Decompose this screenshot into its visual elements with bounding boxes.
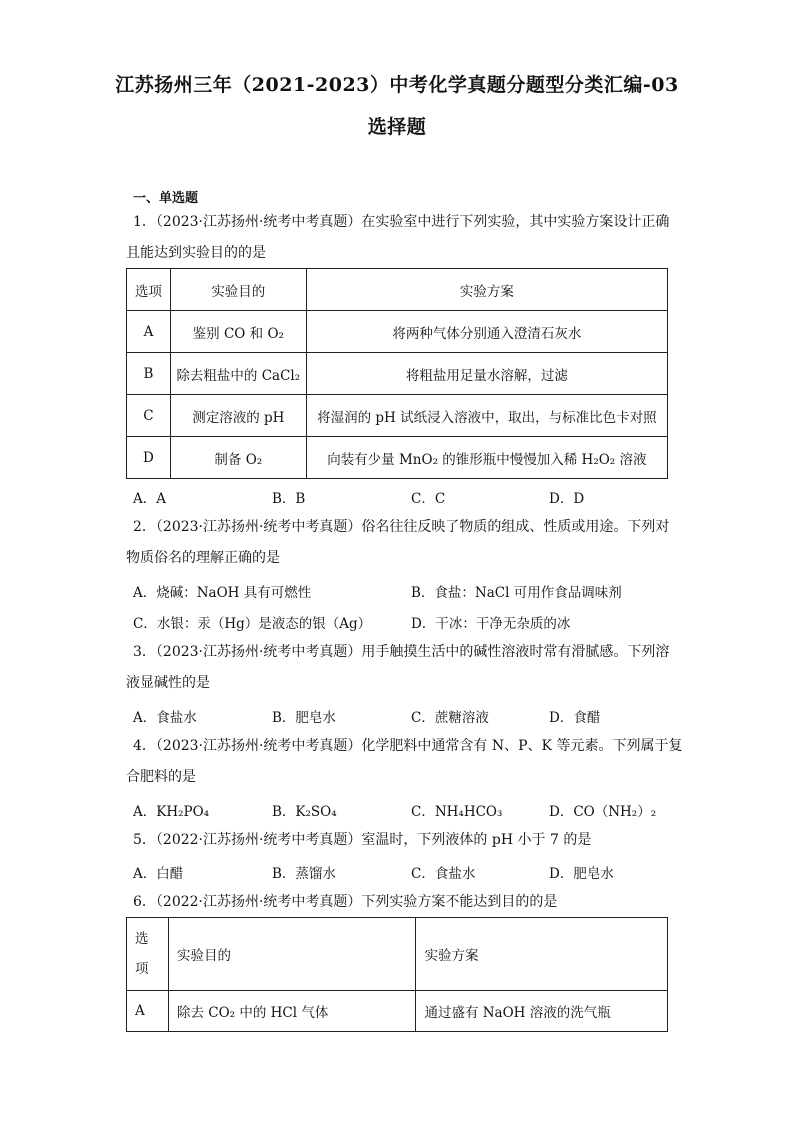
question-1-line-2: 且能达到实验目的的是 [126,245,266,261]
row-plan: 将两种气体分别通入澄清石灰水 [306,311,667,353]
header-purpose: 实验目的 [170,269,306,311]
row-plan: 向装有少量 MnO₂ 的锥形瓶中慢慢加入稀 H₂O₂ 溶液 [306,437,667,479]
q5-choice-b: B．蒸馏水 [272,866,336,882]
row-purpose: 测定溶液的 pH [170,395,306,437]
table-row [127,991,668,1032]
table-header-row [127,269,668,311]
table-row [127,395,668,437]
question-2-line-2: 物质俗名的理解正确的是 [126,550,280,566]
row-option: C [127,395,171,437]
title-line-1: 江苏扬州三年（2021-2023）中考化学真题分题型分类汇编-03 [115,74,679,96]
question-2-line-1: 2．（2023·江苏扬州·统考中考真题）俗名往往反映了物质的组成、性质或用途。下列对 [133,519,670,535]
row-plan: 通过盛有 NaOH 溶液的洗气瓶 [416,991,668,1032]
question-6-line-1: 6．（2022·江苏扬州·统考中考真题）下列实验方案不能达到目的的是 [133,894,558,910]
q2-choice-c: C．水银：汞（Hg）是液态的银（Ag） [133,616,372,632]
q3-choice-b: B．肥皂水 [272,710,336,726]
q3-choice-c: C．蔗糖溶液 [411,710,489,726]
q5-choice-a: A．白醋 [133,866,184,882]
header-plan: 实验方案 [306,269,667,311]
row-purpose: 除去 CO₂ 中的 HCl 气体 [168,991,415,1032]
q5-choice-c: C．食盐水 [411,866,476,882]
q1-choice-d: D．D [549,491,585,507]
q3-choice-d: D．食醋 [549,710,601,726]
row-option: B [127,353,171,395]
q4-choice-c: C．NH₄HCO₃ [411,804,503,820]
q1-choice-a: A．A [133,491,166,507]
question-6-table [126,917,668,1032]
row-purpose: 制备 O₂ [170,437,306,479]
row-option: A [127,991,169,1032]
row-plan: 将粗盐用足量水溶解，过滤 [306,353,667,395]
table-row [127,311,668,353]
table-row [127,437,668,479]
title-line-2: 选择题 [367,116,427,138]
q4-choice-a: A．KH₂PO₄ [133,804,210,820]
table-row [127,353,668,395]
question-5-line-1: 5．（2022·江苏扬州·统考中考真题）室温时，下列液体的 pH 小于 7 的是 [133,832,592,848]
header-option: 选项 [127,269,171,311]
question-1-table [126,268,668,479]
question-3-line-1: 3．（2023·江苏扬州·统考中考真题）用手触摸生活中的碱性溶液时常有滑腻感。下列溶 [133,644,670,660]
q1-choice-b: B．B [272,491,306,507]
header-purpose: 实验目的 [168,918,415,991]
q2-choice-b: B．食盐：NaCl 可用作食品调味剂 [411,585,622,601]
row-plan: 将湿润的 pH 试纸浸入溶液中，取出，与标准比色卡对照 [306,395,667,437]
row-purpose: 除去粗盐中的 CaCl₂ [170,353,306,395]
q1-choice-c: C．C [411,491,446,507]
row-purpose: 鉴别 CO 和 O₂ [170,311,306,353]
row-option: A [127,311,171,353]
header-option: 选项 [127,918,169,991]
table-header-row [127,918,668,991]
question-4-line-1: 4．（2023·江苏扬州·统考中考真题）化学肥料中通常含有 N、P、K 等元素。下列属于复 [133,738,683,754]
q3-choice-a: A．食盐水 [133,710,197,726]
row-option: D [127,437,171,479]
q4-choice-b: B．K₂SO₄ [272,804,337,820]
q2-choice-d: D．干冰：干净无杂质的冰 [411,616,571,632]
header-plan: 实验方案 [416,918,668,991]
q2-choice-a: A．烧碱：NaOH 具有可燃性 [133,585,312,601]
section-heading: 一、单选题 [133,191,199,206]
question-3-line-2: 液显碱性的是 [126,675,210,691]
q5-choice-d: D．肥皂水 [549,866,614,882]
question-4-line-2: 合肥料的是 [126,769,196,785]
q4-choice-d: D．CO（NH₂）₂ [549,804,657,820]
question-1-line-1: 1．（2023·江苏扬州·统考中考真题）在实验室中进行下列实验，其中实验方案设计正确 [133,214,670,230]
